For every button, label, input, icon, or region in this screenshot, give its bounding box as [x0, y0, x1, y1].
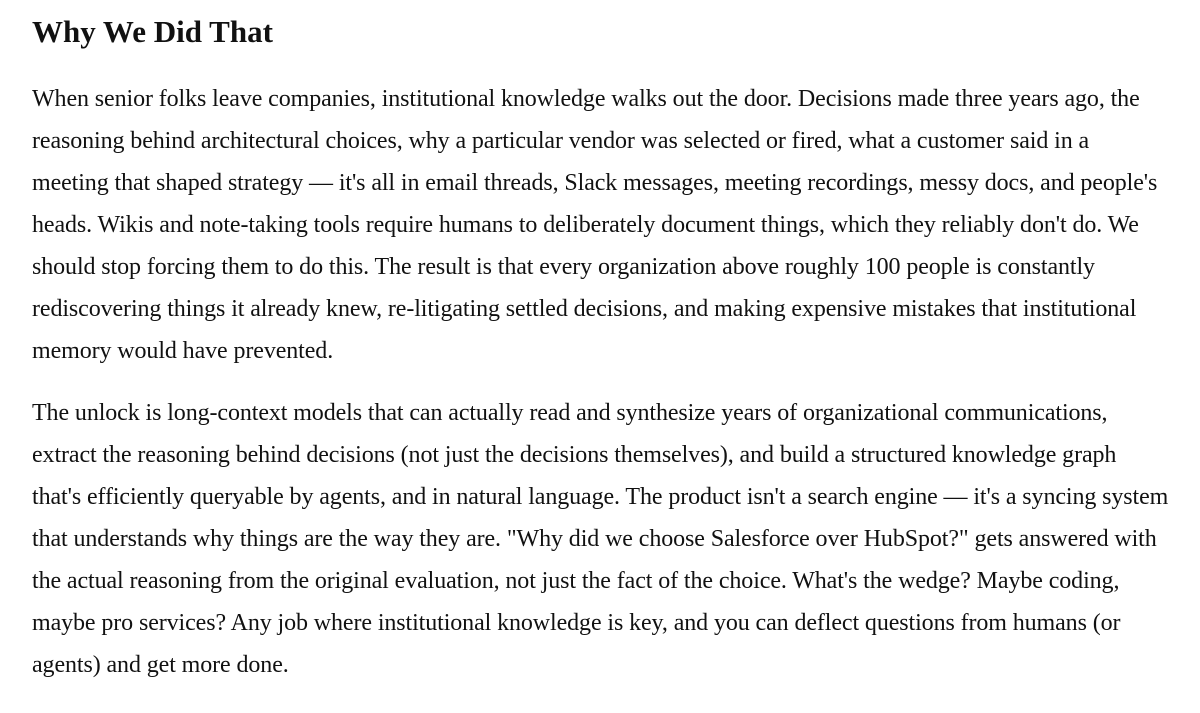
- paragraph-the-unlock: The unlock is long-context models that can actually read and synthesize years of organizational communications, extract the reasoning behind decisions (not just the decisions themselves), and build a structured knowledge graph that's efficiently queryable by agents, and in natural language. The product isn't a search engine — it's a syncing system that understands why things are the way they are. "Why did we choose Salesforce over HubSpot?" gets answered with the actual reasoning from the original evaluation, not just the fact of the choice. What's the wedge? Maybe coding, maybe pro services? Any job where institutional knowledge is key, and you can deflect questions from humans (or agents) and get more done.: [32, 400, 1169, 678]
- paragraph-institutional-knowledge: When senior folks leave companies, institutional knowledge walks out the door. Decisions made three years ago, the reasoning behind architectural choices, why a particular vendor was selected or fired, what a customer said in a meeting that shaped strategy — it's all in email threads, Slack messages, meeting recordings, messy docs, and people's heads. Wikis and note-taking tools require humans to deliberately document things, which they reliably don't do. We should stop forcing them to do this. The result is that every organization above roughly 100 people is constantly rediscovering things it already knew, re-litigating settled decisions, and making expensive mistakes that institutional memory would have prevented.: [32, 86, 1158, 364]
- section-heading: Why We Did That: [32, 14, 273, 49]
